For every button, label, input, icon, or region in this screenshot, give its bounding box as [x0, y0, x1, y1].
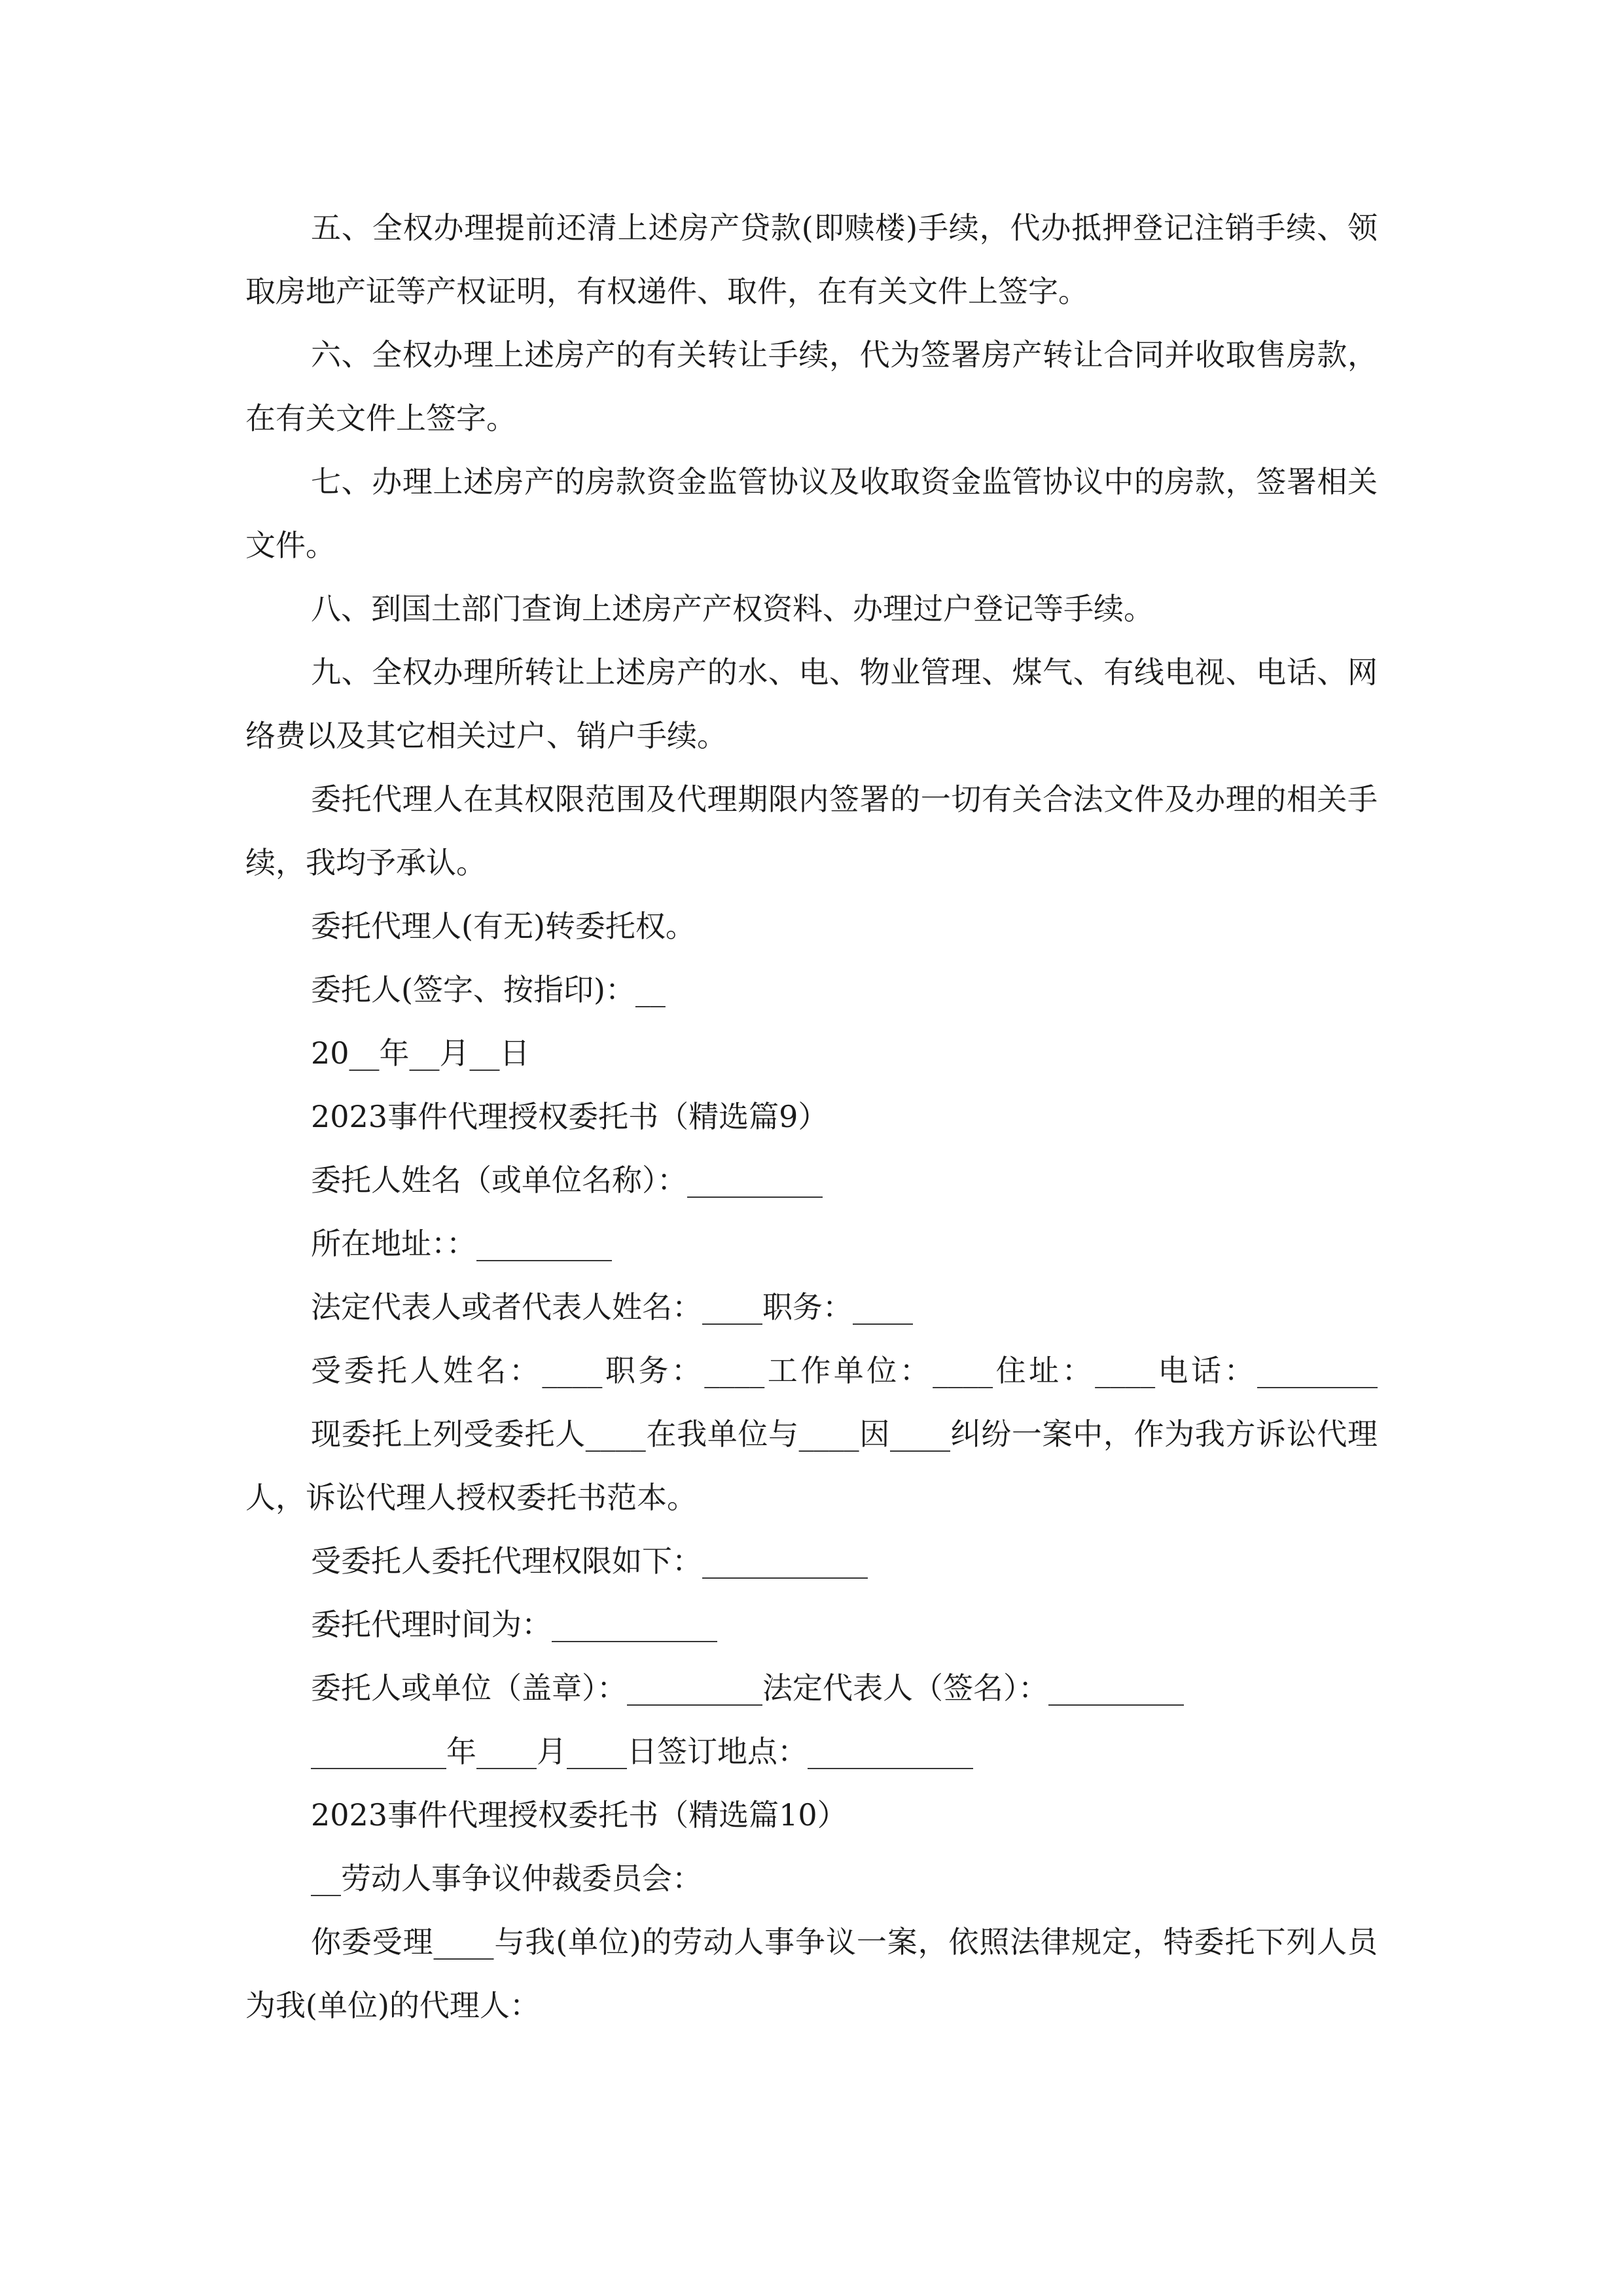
field-legal-representative: 法定代表人或者代表人姓名：____职务：____: [311, 1289, 913, 1325]
paragraph-principal-signature: 委托人(签字、按指印)：__: [311, 972, 666, 1007]
paragraph-subdelegation: 委托代理人(有无)转委托权。: [311, 908, 696, 944]
paragraph-item-7: 七、办理上述房产的房款资金监管协议及收取资金监管协议中的房款，签署相关文件。: [245, 464, 1378, 563]
paragraph-item-5: 五、全权办理提前还清上述房产贷款(即赎楼)手续，代办抵押登记注销手续、领取房地产证等产权证明，有权递件、取件，在有关文件上签字。: [245, 210, 1378, 309]
paragraph-item-9: 九、全权办理所转让上述房产的水、电、物业管理、煤气、有线电视、电话、网络费以及其它相关过户、销户手续。: [245, 655, 1378, 753]
paragraph-item-6: 六、全权办理上述房产的有关转让手续，代为签署房产转让合同并收取售房款，在有关文件上签字。: [245, 337, 1378, 436]
field-principal-name: 委托人姓名（或单位名称）：_________: [311, 1162, 823, 1198]
field-seal-signature: 委托人或单位（盖章）：_________法定代表人（签名）：_________: [311, 1670, 1184, 1706]
paragraph-addressee: __劳动人事争议仲裁委员会：: [311, 1861, 702, 1896]
paragraph-date-line: 20__年__月__日: [311, 1035, 530, 1071]
paragraph-item-8: 八、到国土部门查询上述房产产权资料、办理过户登记等手续。: [311, 591, 1154, 626]
paragraph-appointment: 现委托上列受委托人____在我单位与____因____纠纷一案中，作为我方诉讼代理人，诉讼代理人授权委托书范本。: [245, 1416, 1378, 1515]
field-signing-date-place: _________年____月____日签订地点：___________: [311, 1734, 973, 1769]
field-agent-details: 受委托人姓名：____职务：____工作单位：____住址：____电话：________: [311, 1353, 1378, 1388]
field-agent-authority: 受委托人委托代理权限如下：___________: [311, 1543, 868, 1579]
paragraph-labor-dispute: 你委受理____与我(单位)的劳动人事争议一案，依照法律规定，特委托下列人员为我(单位)的代理人：: [245, 1924, 1378, 2023]
field-agency-period: 委托代理时间为：___________: [311, 1607, 717, 1642]
section-heading-10: 2023事件代理授权委托书（精选篇10）: [311, 1797, 847, 1833]
document-body: [245, 196, 1378, 2037]
section-heading-9: 2023事件代理授权委托书（精选篇9）: [311, 1099, 829, 1134]
field-address: 所在地址：：_________: [311, 1226, 612, 1261]
paragraph-acknowledgement: 委托代理人在其权限范围及代理期限内签署的一切有关合法文件及办理的相关手续，我均予承认。: [245, 781, 1378, 880]
